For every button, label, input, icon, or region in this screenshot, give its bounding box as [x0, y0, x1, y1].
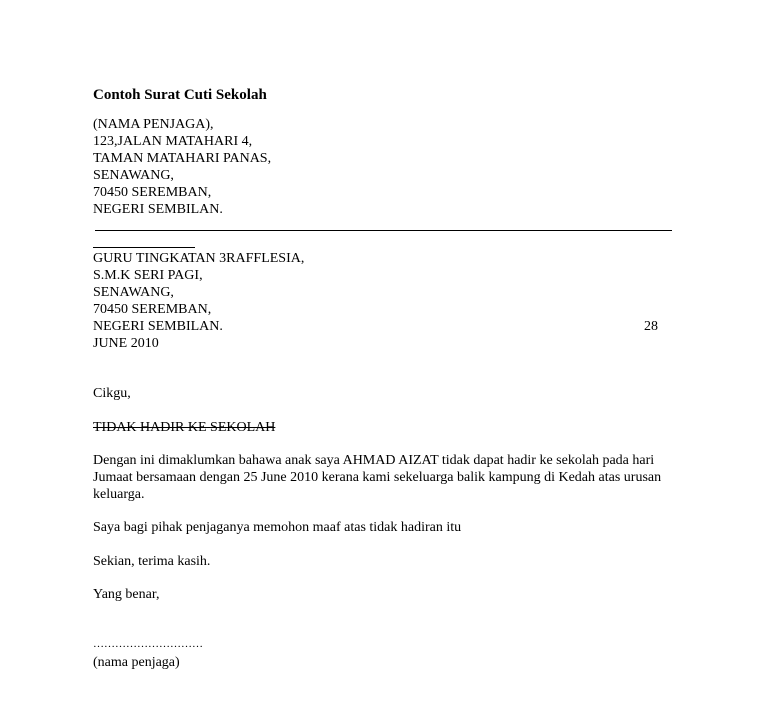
separator-line-short: [93, 247, 195, 248]
sender-section: [93, 86, 673, 218]
recipient-line: GURU TINGKATAN 3RAFFLESIA,: [93, 251, 305, 266]
recipient-line: S.M.K SERI PAGI,: [93, 268, 203, 283]
body-paragraph-3: Sekian, terima kasih.: [93, 554, 211, 569]
sender-line: NEGERI SEMBILAN.: [93, 202, 223, 217]
sender-line: SENAWANG,: [93, 168, 174, 183]
signature-name: (nama penjaga): [93, 655, 180, 670]
recipient-line: SENAWANG,: [93, 285, 174, 300]
sender-line: TAMAN MATAHARI PANAS,: [93, 151, 272, 166]
salutation: Cikgu,: [93, 386, 131, 401]
sender-line: (NAMA PENJAGA),: [93, 117, 214, 132]
recipient-section: [93, 250, 673, 352]
closing: Yang benar,: [93, 587, 160, 602]
sender-line: 123,JALAN MATAHARI 4,: [93, 134, 253, 149]
separator-line: [95, 230, 672, 231]
date-day: 28: [644, 319, 658, 334]
document-title: Contoh Surat Cuti Sekolah: [93, 87, 267, 103]
body-paragraph-1: Dengan ini dimaklumkan bahawa anak saya AHMAD AIZAT tidak dapat hadir ke sekolah pada hari Jumaat bersamaan dengan 25 June 2010 kerana kami sekeluarga balik kampung di Kedah atas urusan keluarga.: [93, 453, 662, 502]
recipient-line: NEGERI SEMBILAN.: [93, 319, 223, 334]
body-paragraph-2: Saya bagi pihak penjaganya memohon maaf atas tidak hadiran itu: [93, 520, 462, 535]
date-month-year: JUNE 2010: [93, 336, 159, 351]
sender-line: 70450 SEREMBAN,: [93, 185, 212, 200]
recipient-line: 70450 SEREMBAN,: [93, 302, 212, 317]
subject-line: TIDAK HADIR KE SEKOLAH: [93, 420, 276, 435]
signature-dots: …………………………: [93, 638, 203, 650]
